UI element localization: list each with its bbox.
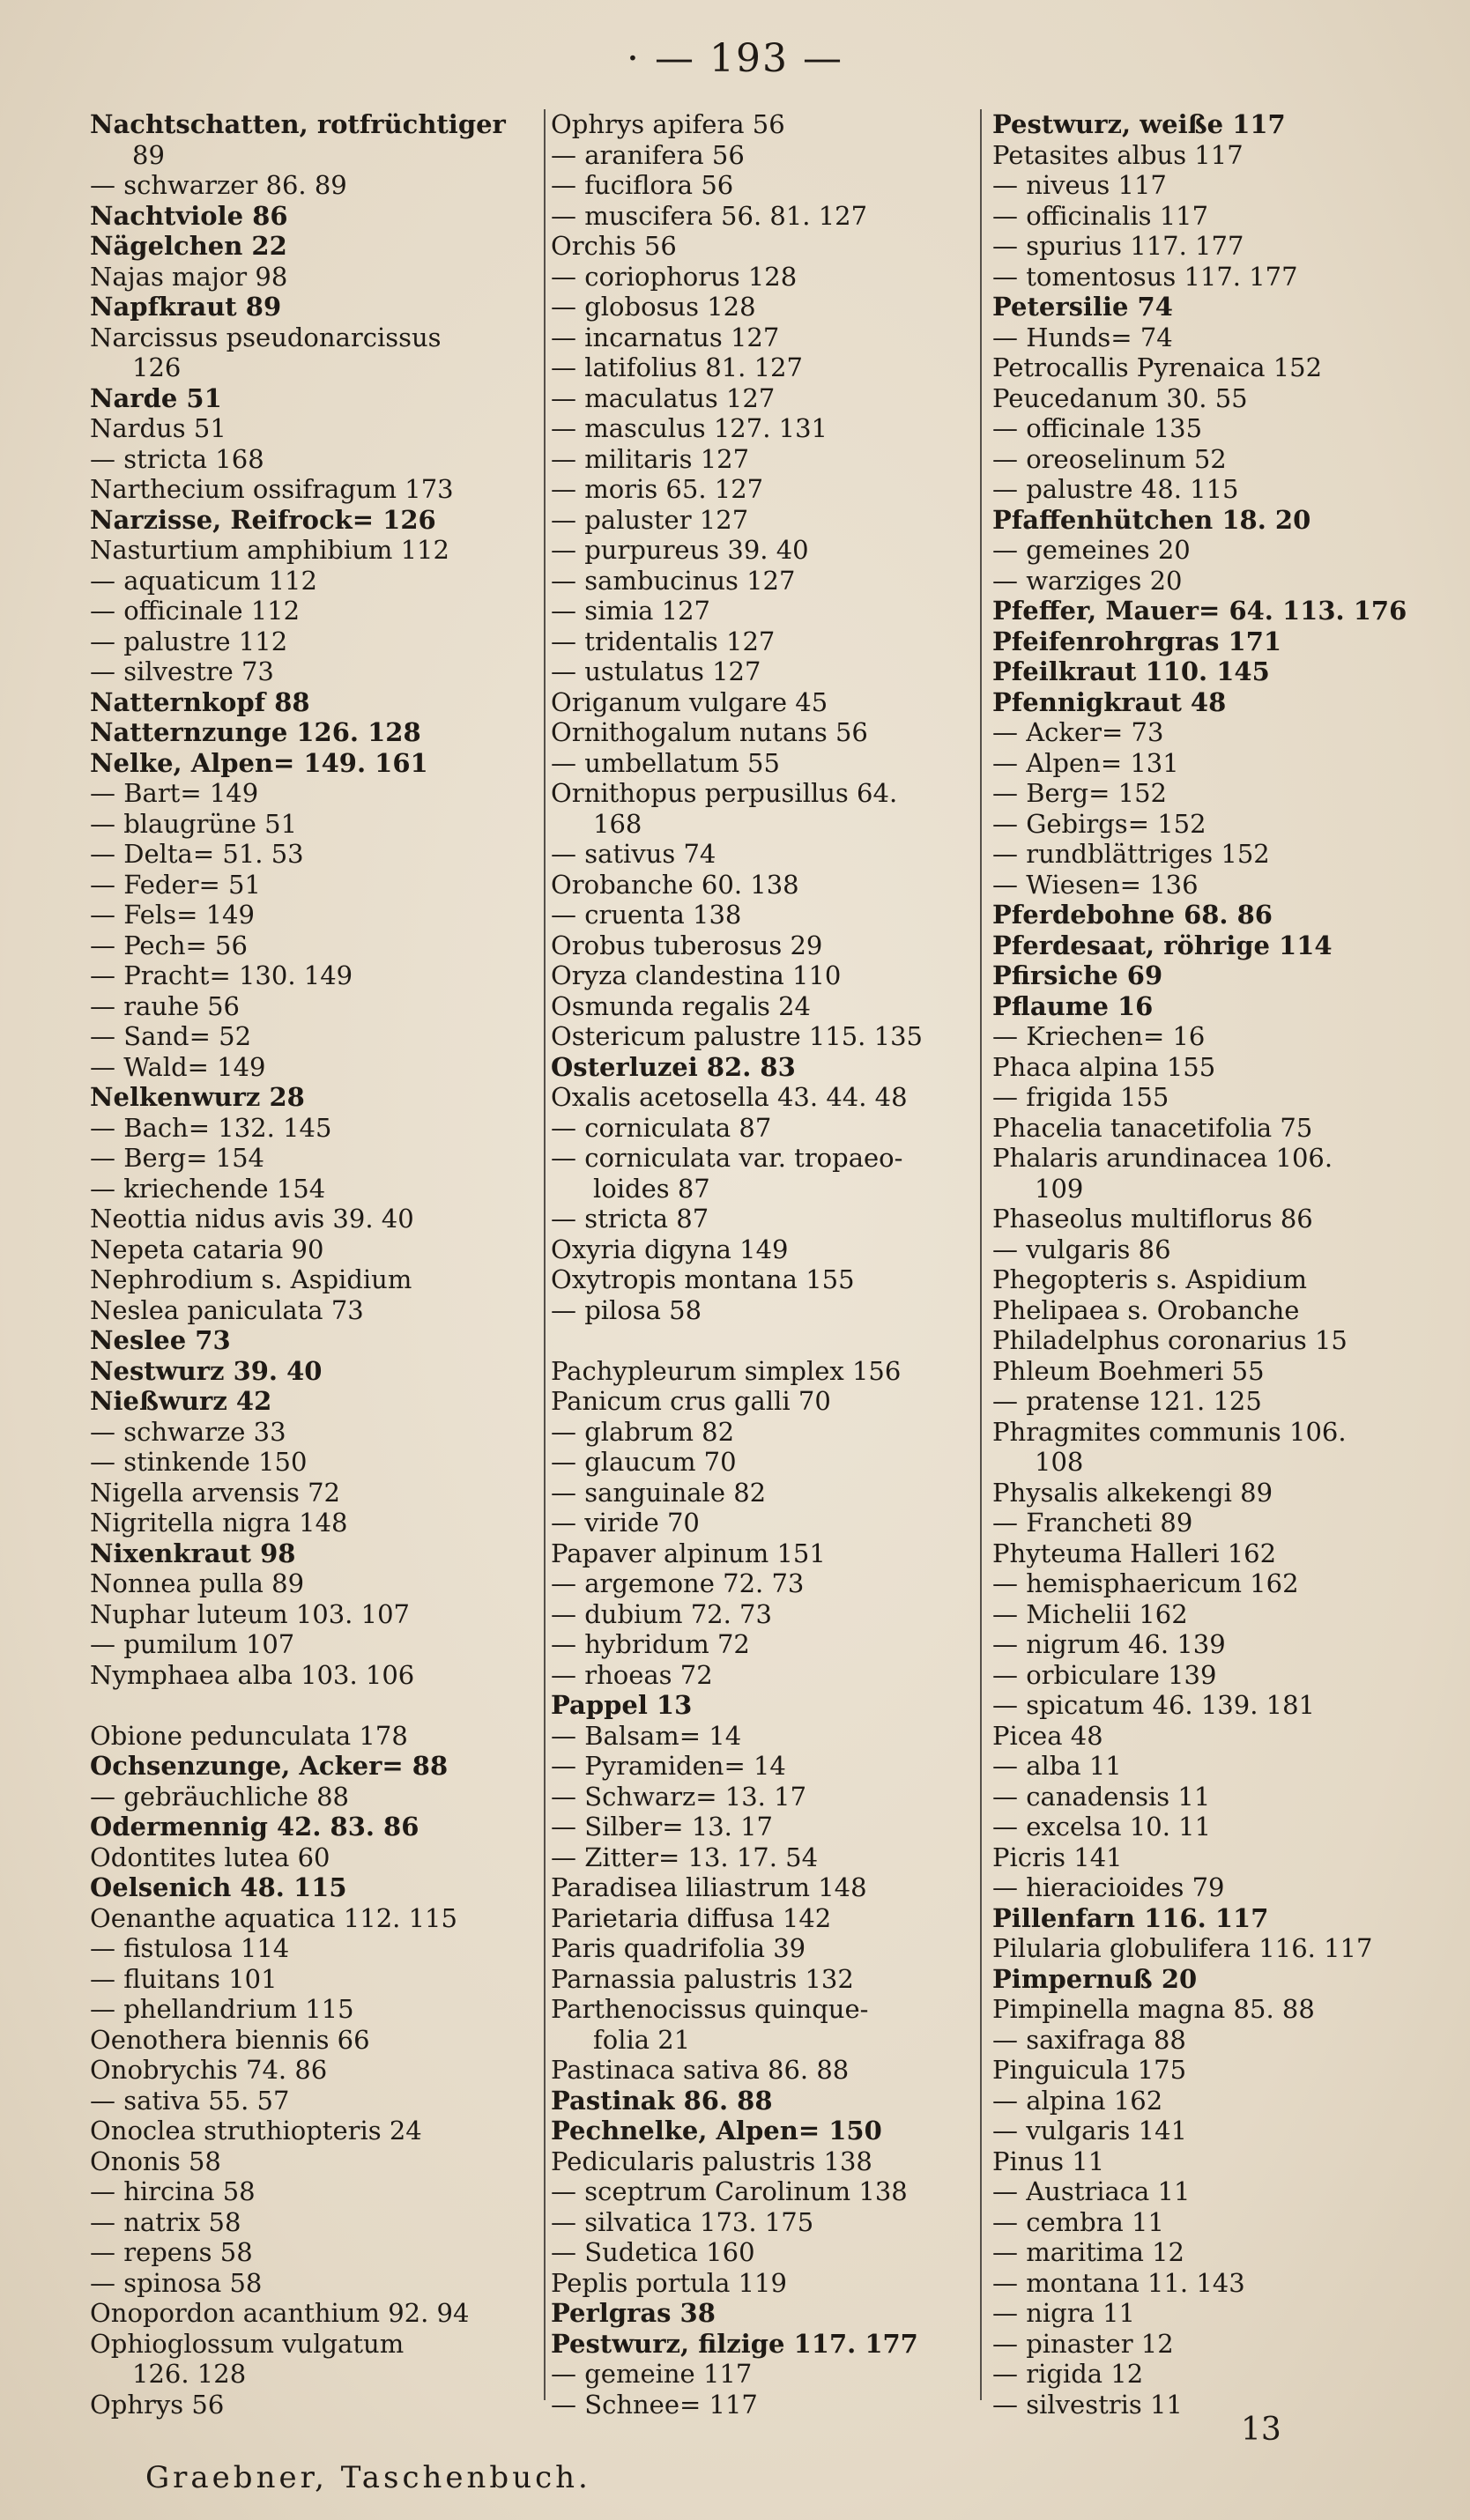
index-entry: — Bach= 132. 145 xyxy=(90,1112,332,1143)
index-entry: Pilularia globulifera 116. 117 xyxy=(992,1933,1373,1963)
index-entry-continuation: 126 xyxy=(132,352,182,382)
index-entry: — Wald= 149 xyxy=(90,1051,266,1082)
index-entry: Picea 48 xyxy=(992,1720,1103,1751)
index-entry: — sativa 55. 57 xyxy=(90,2085,290,2116)
index-entry: Obione pedunculata 178 xyxy=(90,1720,408,1751)
index-entry-continuation: 108 xyxy=(1035,1447,1084,1477)
index-entry: — Michelii 162 xyxy=(992,1598,1188,1629)
index-entry: — Fels= 149 xyxy=(90,900,255,930)
index-entry: Pflaume 16 xyxy=(992,990,1154,1021)
index-entry-continuation: 126. 128 xyxy=(132,2359,247,2389)
index-entry: — Bart= 149 xyxy=(90,778,259,808)
index-entry: — sceptrum Carolinum 138 xyxy=(551,2176,908,2206)
index-entry: Nelkenwurz 28 xyxy=(90,1082,305,1112)
index-entry: Parietaria diffusa 142 xyxy=(551,1902,832,1933)
index-entry: — saxifraga 88 xyxy=(992,2024,1186,2055)
index-entry: Pfaffenhütchen 18. 20 xyxy=(992,504,1311,535)
index-entry: Pferdesaat, röhrige 114 xyxy=(992,930,1333,960)
index-entry: Parnassia palustris 132 xyxy=(551,1963,854,1994)
index-entry: — canadensis 11 xyxy=(992,1781,1211,1812)
index-entry: — Balsam= 14 xyxy=(551,1720,742,1751)
index-entry: Nuphar luteum 103. 107 xyxy=(90,1598,410,1629)
index-entry: Ophioglossum vulgatum xyxy=(90,2328,405,2359)
index-entry: — Pech= 56 xyxy=(90,930,248,960)
index-entry: Petrocallis Pyrenaica 152 xyxy=(992,352,1323,382)
index-entry: — dubium 72. 73 xyxy=(551,1598,772,1629)
index-entry: — nigra 11 xyxy=(992,2298,1136,2328)
index-entry: — glabrum 82 xyxy=(551,1416,735,1447)
index-entry: Philadelphus coronarius 15 xyxy=(992,1325,1348,1355)
index-entry: Napfkraut 89 xyxy=(90,292,282,322)
index-entry: — excelsa 10. 11 xyxy=(992,1812,1212,1842)
index-entry: Pfeifenrohrgras 171 xyxy=(992,626,1282,656)
index-entry: — Pyramiden= 14 xyxy=(551,1751,786,1781)
index-entry: — fistulosa 114 xyxy=(90,1933,290,1963)
index-entry: — Sand= 52 xyxy=(90,1021,252,1051)
index-entry: Phragmites communis 106. xyxy=(992,1416,1347,1447)
index-entry: Pappel 13 xyxy=(551,1690,693,1720)
index-column-1 xyxy=(90,109,526,2420)
index-entry: Oxyria digyna 149 xyxy=(551,1234,789,1264)
index-entry: — Zitter= 13. 17. 54 xyxy=(551,1842,819,1872)
index-entry: — simia 127 xyxy=(551,596,711,626)
index-entry: Ostericum palustre 115. 135 xyxy=(551,1021,923,1051)
index-entry: — Schwarz= 13. 17 xyxy=(551,1781,807,1812)
index-entry: — Wiesen= 136 xyxy=(992,869,1199,900)
index-entry: Pestwurz, filzige 117. 177 xyxy=(551,2328,918,2359)
index-entry: Peucedanum 30. 55 xyxy=(992,382,1248,413)
index-entry-continuation: 168 xyxy=(593,808,642,839)
index-entry: — Hunds= 74 xyxy=(992,322,1173,352)
index-entry: — moris 65. 127 xyxy=(551,474,764,504)
index-entry: Osmunda regalis 24 xyxy=(551,990,812,1021)
index-entry: Nardus 51 xyxy=(90,413,226,443)
index-entry: Pfirsiche 69 xyxy=(992,960,1163,990)
index-entry: — spinosa 58 xyxy=(90,2267,263,2298)
index-entry: — rauhe 56 xyxy=(90,990,241,1021)
index-entry: — glaucum 70 xyxy=(551,1447,737,1477)
index-entry: Pachypleurum simplex 156 xyxy=(551,1355,902,1386)
index-entry: Odermennig 42. 83. 86 xyxy=(90,1812,419,1842)
index-entry: — latifolius 81. 127 xyxy=(551,352,803,382)
index-entry: Nelke, Alpen= 149. 161 xyxy=(90,747,428,778)
index-entry: — palustre 112 xyxy=(90,626,288,656)
index-entry: — militaris 127 xyxy=(551,443,750,474)
index-entry: Pastinak 86. 88 xyxy=(551,2085,773,2116)
index-entry: — stricta 87 xyxy=(551,1204,709,1234)
index-entry: — officinale 135 xyxy=(992,413,1203,443)
section-gap xyxy=(551,1325,987,1356)
index-entry: Narthecium ossifragum 173 xyxy=(90,474,454,504)
index-entry: — fuciflora 56 xyxy=(551,170,734,200)
index-entry: Nigritella nigra 148 xyxy=(90,1508,348,1538)
index-entry: Perlgras 38 xyxy=(551,2298,716,2328)
index-entry: — officinalis 117 xyxy=(992,200,1209,231)
index-entry: Nägelchen 22 xyxy=(90,231,287,261)
section-gap xyxy=(90,1690,526,1721)
index-entry: — paluster 127 xyxy=(551,504,749,535)
index-entry: Pinguicula 175 xyxy=(992,2055,1187,2085)
index-entry: — sambucinus 127 xyxy=(551,565,796,596)
index-entry: — pilosa 58 xyxy=(551,1294,702,1325)
index-entry: Phalaris arundinacea 106. xyxy=(992,1143,1333,1173)
index-entry: — frigida 155 xyxy=(992,1082,1169,1112)
index-entry: — silvatica 173. 175 xyxy=(551,2206,814,2237)
index-entry: Paris quadrifolia 39 xyxy=(551,1933,806,1963)
index-entry: — Sudetica 160 xyxy=(551,2237,755,2267)
index-entry: Narcissus pseudonarcissus xyxy=(90,322,442,352)
index-entry: — rundblättriges 152 xyxy=(992,839,1270,869)
index-entry: Oelsenich 48. 115 xyxy=(90,1872,347,1902)
index-entry: — coriophorus 128 xyxy=(551,261,798,292)
index-entry: Nießwurz 42 xyxy=(90,1386,272,1416)
index-entry: Najas major 98 xyxy=(90,261,288,292)
index-entry: — Berg= 152 xyxy=(992,778,1167,808)
index-entry: Natternzunge 126. 128 xyxy=(90,717,421,747)
index-entry: Nasturtium amphibium 112 xyxy=(90,535,449,565)
index-entry: Pfeffer, Mauer= 64. 113. 176 xyxy=(992,596,1407,626)
index-entry: Nachtviole 86 xyxy=(90,200,288,231)
index-entry: Neslea paniculata 73 xyxy=(90,1294,364,1325)
index-entry: — hircina 58 xyxy=(90,2176,256,2206)
index-entry: — Schnee= 117 xyxy=(551,2389,758,2420)
index-entry: — muscifera 56. 81. 127 xyxy=(551,200,868,231)
index-entry: Oenothera biennis 66 xyxy=(90,2024,370,2055)
index-entry: — rigida 12 xyxy=(992,2359,1144,2389)
index-entry: Nepeta cataria 90 xyxy=(90,1234,324,1264)
index-entry: — Silber= 13. 17 xyxy=(551,1812,773,1842)
index-entry-continuation: 109 xyxy=(1035,1173,1084,1204)
index-entry: — purpureus 39. 40 xyxy=(551,535,809,565)
index-entry: — cruenta 138 xyxy=(551,900,742,930)
index-entry: Ononis 58 xyxy=(90,2146,221,2176)
index-entry: Phaseolus multiflorus 86 xyxy=(992,1204,1313,1234)
index-entry: — ustulatus 127 xyxy=(551,656,761,686)
index-entry: Parthenocissus quinque- xyxy=(551,1994,869,2024)
index-entry: — Austriaca 11 xyxy=(992,2176,1191,2206)
index-entry: — vulgaris 141 xyxy=(992,2116,1187,2146)
index-entry: Ochsenzunge, Acker= 88 xyxy=(90,1751,449,1781)
index-entry-continuation: 89 xyxy=(132,139,165,170)
index-entry: — alpina 162 xyxy=(992,2085,1163,2116)
index-entry: — hieracioides 79 xyxy=(992,1872,1225,1902)
index-entry: — pumilum 107 xyxy=(90,1629,295,1659)
index-entry: — kriechende 154 xyxy=(90,1173,326,1204)
index-entry: — orbiculare 139 xyxy=(992,1659,1217,1690)
index-entry: Pinus 11 xyxy=(992,2146,1105,2176)
index-entry: — sativus 74 xyxy=(551,839,716,869)
index-entry: — Kriechen= 16 xyxy=(992,1021,1206,1051)
index-entry: Panicum crus galli 70 xyxy=(551,1386,831,1416)
index-entry-continuation: loides 87 xyxy=(593,1173,710,1204)
index-entry: — aquaticum 112 xyxy=(90,565,317,596)
index-entry: Pferdebohne 68. 86 xyxy=(992,900,1273,930)
index-entry: Phleum Boehmeri 55 xyxy=(992,1355,1265,1386)
index-entry: — oreoselinum 52 xyxy=(992,443,1227,474)
index-entry: — vulgaris 86 xyxy=(992,1234,1171,1264)
index-column-3 xyxy=(980,109,1414,2420)
index-entry: Paradisea liliastrum 148 xyxy=(551,1872,867,1902)
index-entry: Phyteuma Halleri 162 xyxy=(992,1538,1277,1568)
index-entry: — Pracht= 130. 149 xyxy=(90,960,353,990)
index-entry: Nigella arvensis 72 xyxy=(90,1477,340,1508)
index-entry: Petasites albus 117 xyxy=(992,139,1244,170)
index-entry: — rhoeas 72 xyxy=(551,1659,713,1690)
index-entry: Onoclea struthiopteris 24 xyxy=(90,2116,422,2146)
index-entry: Nixenkraut 98 xyxy=(90,1538,296,1568)
index-entry: — sanguinale 82 xyxy=(551,1477,767,1508)
index-entry: Onobrychis 74. 86 xyxy=(90,2055,328,2085)
index-entry: — schwarze 33 xyxy=(90,1416,286,1447)
index-entry: Pillenfarn 116. 117 xyxy=(992,1902,1269,1933)
page-number-header: · — 193 — xyxy=(627,36,843,81)
index-entry: Phacelia tanacetifolia 75 xyxy=(992,1112,1313,1143)
index-entry: — maculatus 127 xyxy=(551,382,776,413)
index-entry: — palustre 48. 115 xyxy=(992,474,1239,504)
index-entry: Oenanthe aquatica 112. 115 xyxy=(90,1902,457,1933)
index-entry: Ornithogalum nutans 56 xyxy=(551,717,868,747)
index-entry: Ornithopus perpusillus 64. xyxy=(551,778,898,808)
index-entry: Pedicularis palustris 138 xyxy=(551,2146,872,2176)
index-entry: — corniculata var. tropaeo- xyxy=(551,1143,903,1173)
index-entry: — Gebirgs= 152 xyxy=(992,808,1206,839)
index-entry: — globosus 128 xyxy=(551,292,756,322)
index-entry: — cembra 11 xyxy=(992,2206,1164,2237)
index-entry: Pechnelke, Alpen= 150 xyxy=(551,2116,882,2146)
index-entry: — officinale 112 xyxy=(90,596,301,626)
index-entry: — incarnatus 127 xyxy=(551,322,780,352)
index-entry: — spurius 117. 177 xyxy=(992,231,1244,261)
index-entry: Pestwurz, weiße 117 xyxy=(992,109,1286,139)
index-entry: Physalis alkekengi 89 xyxy=(992,1477,1273,1508)
index-entry: — masculus 127. 131 xyxy=(551,413,828,443)
index-entry: Nestwurz 39. 40 xyxy=(90,1355,323,1386)
footer-book-title: Graebner, Taschenbuch. xyxy=(145,2460,591,2495)
index-entry: Ophrys 56 xyxy=(90,2389,225,2420)
index-entry: — umbellatum 55 xyxy=(551,747,780,778)
index-entry: Pfeilkraut 110. 145 xyxy=(992,656,1270,686)
index-entry: — stinkende 150 xyxy=(90,1447,308,1477)
index-entry: Natternkopf 88 xyxy=(90,686,310,717)
index-entry: — silvestris 11 xyxy=(992,2389,1183,2420)
index-entry: — natrix 58 xyxy=(90,2206,241,2237)
index-entry: Petersilie 74 xyxy=(992,292,1173,322)
index-entry: — phellandrium 115 xyxy=(90,1994,354,2024)
index-entry: Nephrodium s. Aspidium xyxy=(90,1264,412,1294)
index-entry: Osterluzei 82. 83 xyxy=(551,1051,796,1082)
index-entry: Pfennigkraut 48 xyxy=(992,686,1227,717)
index-entry: — fluitans 101 xyxy=(90,1963,278,1994)
index-entry: — stricta 168 xyxy=(90,443,264,474)
index-entry: — gebräuchliche 88 xyxy=(90,1781,350,1812)
index-entry: — pratense 121. 125 xyxy=(992,1386,1262,1416)
index-columns xyxy=(90,109,1407,2420)
index-entry: Peplis portula 119 xyxy=(551,2267,787,2298)
index-entry: — alba 11 xyxy=(992,1751,1122,1781)
index-entry: — montana 11. 143 xyxy=(992,2267,1245,2298)
index-entry: — maritima 12 xyxy=(992,2237,1184,2267)
index-entry: Neottia nidus avis 39. 40 xyxy=(90,1204,414,1234)
index-entry: — aranifera 56 xyxy=(551,139,745,170)
index-entry: Oxalis acetosella 43. 44. 48 xyxy=(551,1082,908,1112)
footer-signature-number: 13 xyxy=(1241,2412,1281,2448)
index-entry: — silvestre 73 xyxy=(90,656,274,686)
index-entry: Orobanche 60. 138 xyxy=(551,869,799,900)
index-entry: — Alpen= 131 xyxy=(992,747,1179,778)
index-entry: — Berg= 154 xyxy=(90,1143,264,1173)
index-entry: Pimpinella magna 85. 88 xyxy=(992,1994,1315,2024)
index-entry: Neslee 73 xyxy=(90,1325,231,1355)
index-entry: Ophrys apifera 56 xyxy=(551,109,785,139)
index-entry: — nigrum 46. 139 xyxy=(992,1629,1226,1659)
index-entry: Onopordon acanthium 92. 94 xyxy=(90,2298,470,2328)
index-entry: Narzisse, Reifrock= 126 xyxy=(90,504,436,535)
index-entry: — schwarzer 86. 89 xyxy=(90,170,347,200)
index-entry: Orobus tuberosus 29 xyxy=(551,930,823,960)
index-entry: — pinaster 12 xyxy=(992,2328,1174,2359)
index-entry: — Acker= 73 xyxy=(992,717,1164,747)
index-entry: — spicatum 46. 139. 181 xyxy=(992,1690,1315,1720)
index-entry: Nymphaea alba 103. 106 xyxy=(90,1659,415,1690)
index-entry: Narde 51 xyxy=(90,382,222,413)
index-entry: — niveus 117 xyxy=(992,170,1167,200)
index-entry: Picris 141 xyxy=(992,1842,1123,1872)
index-entry: Oryza clandestina 110 xyxy=(551,960,842,990)
index-entry: — tridentalis 127 xyxy=(551,626,776,656)
index-entry: Pastinaca sativa 86. 88 xyxy=(551,2055,850,2085)
index-entry: — corniculata 87 xyxy=(551,1112,772,1143)
index-entry: — argemone 72. 73 xyxy=(551,1568,805,1598)
index-entry: — Delta= 51. 53 xyxy=(90,839,304,869)
index-entry: — gemeines 20 xyxy=(992,535,1191,565)
index-entry: Pimpernuß 20 xyxy=(992,1963,1198,1994)
index-entry: Papaver alpinum 151 xyxy=(551,1538,826,1568)
index-entry: — gemeine 117 xyxy=(551,2359,753,2389)
index-entry: Origanum vulgare 45 xyxy=(551,686,828,717)
index-entry: — viride 70 xyxy=(551,1508,700,1538)
index-entry: Phaca alpina 155 xyxy=(992,1051,1216,1082)
index-entry: — hybridum 72 xyxy=(551,1629,750,1659)
index-entry: Odontites lutea 60 xyxy=(90,1842,330,1872)
index-entry: — tomentosus 117. 177 xyxy=(992,261,1298,292)
index-entry: — Francheti 89 xyxy=(992,1508,1193,1538)
index-entry: Oxytropis montana 155 xyxy=(551,1264,855,1294)
index-entry: — repens 58 xyxy=(90,2237,253,2267)
index-entry: Phelipaea s. Orobanche xyxy=(992,1294,1300,1325)
index-entry: — warziges 20 xyxy=(992,565,1183,596)
index-column-2 xyxy=(544,109,987,2420)
index-entry: Nonnea pulla 89 xyxy=(90,1568,305,1598)
index-entry: — blaugrüne 51 xyxy=(90,808,298,839)
index-entry: Phegopteris s. Aspidium xyxy=(992,1264,1307,1294)
index-entry: Nachtschatten, rotfrüchtiger xyxy=(90,109,506,139)
index-entry-continuation: folia 21 xyxy=(593,2024,691,2055)
index-entry: Orchis 56 xyxy=(551,231,677,261)
index-entry: — hemisphaericum 162 xyxy=(992,1568,1299,1598)
index-entry: — Feder= 51 xyxy=(90,869,261,900)
